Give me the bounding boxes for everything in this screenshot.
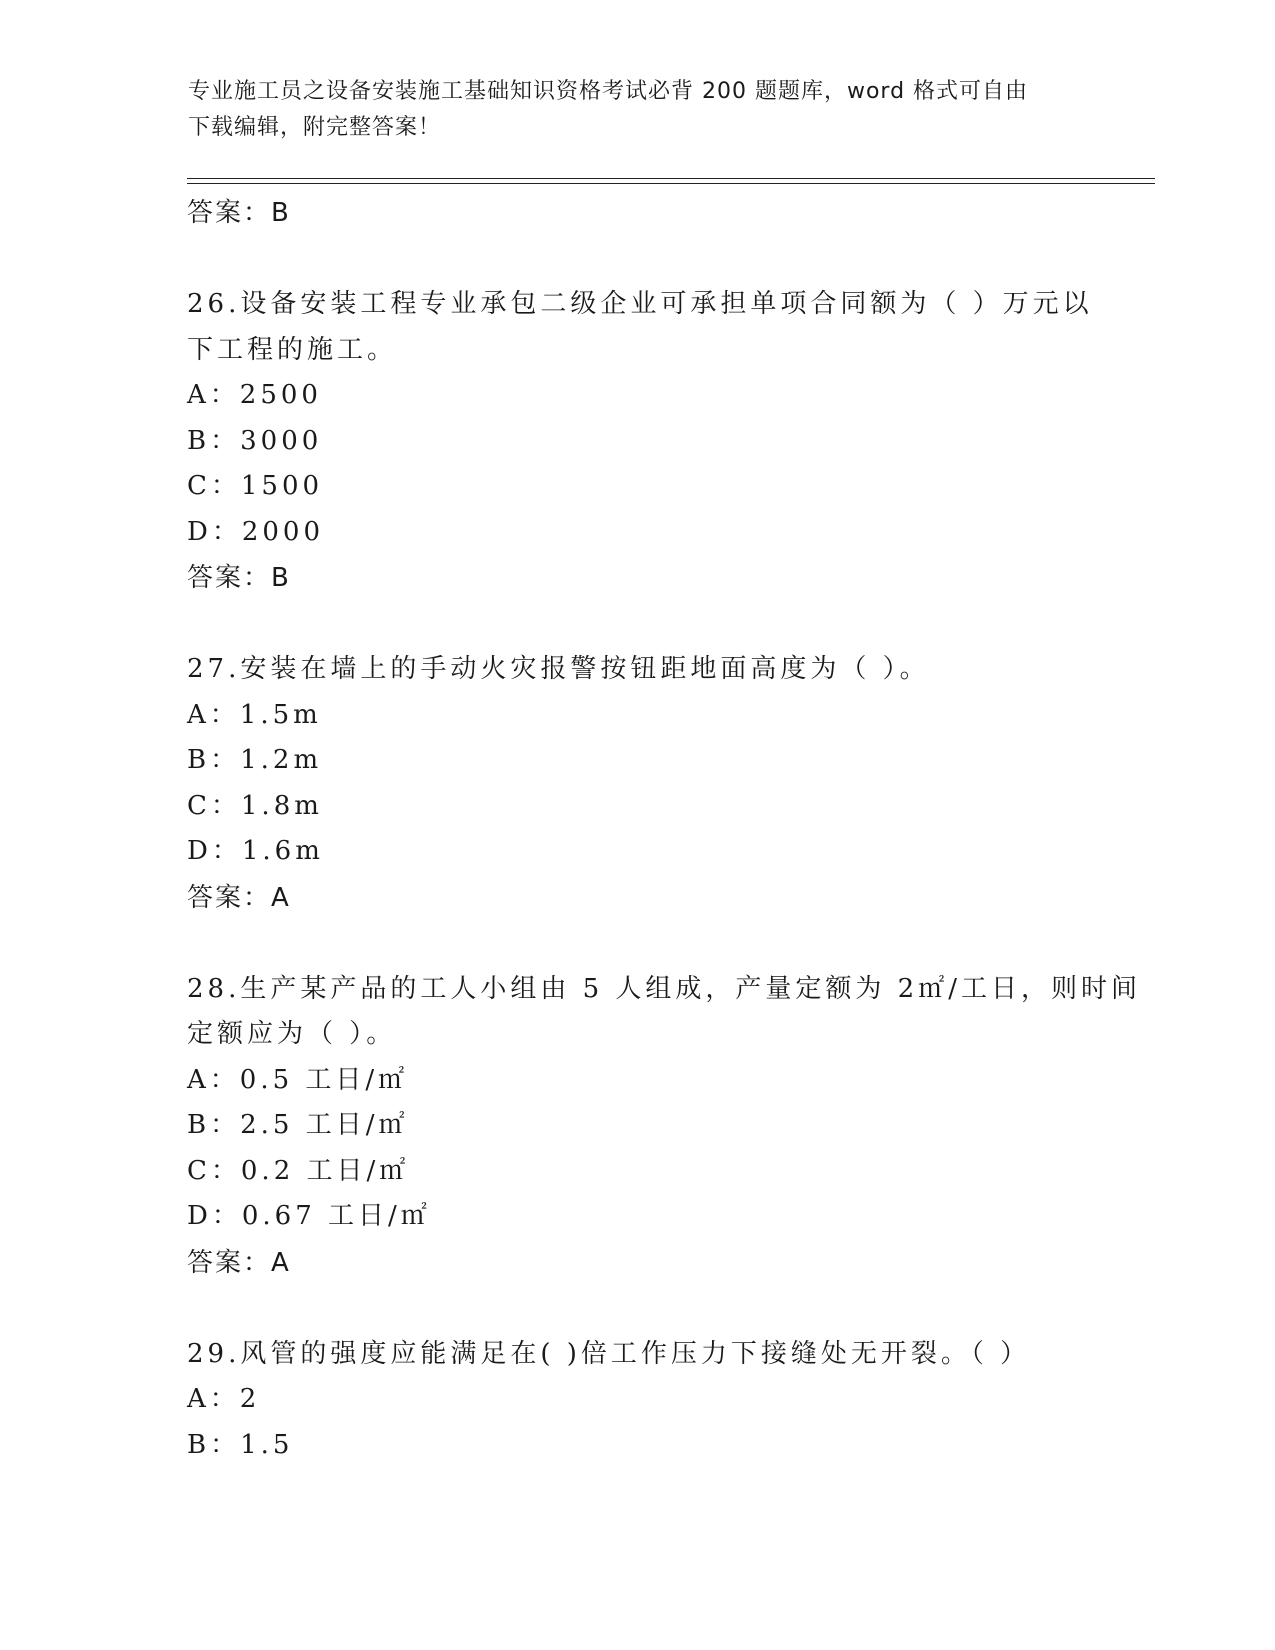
option-b: B：1.2m xyxy=(187,745,323,775)
option-a: A：1.5m xyxy=(187,699,322,730)
option-b: B：1.5 xyxy=(187,1429,294,1460)
spacer xyxy=(187,601,1087,647)
question-text: 下工程的施工。 xyxy=(187,334,398,365)
question-text: 28.生产某产品的工人小组由 5 人组成，产量定额为 2㎡/工日，则时间 xyxy=(187,973,1141,1004)
spacer xyxy=(187,921,1087,967)
option-b: B：3000 xyxy=(187,425,323,456)
question-text: 29.风管的强度应能满足在( )倍工作压力下接缝处无开裂。（ ） xyxy=(187,1338,1031,1369)
question-block xyxy=(187,1332,1087,1469)
option-c: C：1.8m xyxy=(187,790,323,821)
header-line-1: 专业施工员之设备安装施工基础知识资格考试必背 200 题题库，word 格式可自由 xyxy=(188,79,1029,104)
question-text: 27.安装在墙上的手动火灾报警按钮距地面高度为（ ）。 xyxy=(187,654,930,684)
option-c: C：1500 xyxy=(187,471,324,501)
question-text: 26.设备安装工程专业承包二级企业可承担单项合同额为（ ）万元以 xyxy=(187,289,1093,319)
header-line-2: 下载编辑，附完整答案！ xyxy=(188,115,442,140)
question-block xyxy=(187,647,1087,921)
answer-line: 答案：A xyxy=(187,882,291,913)
option-c: C：0.2 工日/㎡ xyxy=(187,1155,410,1186)
answer-line: 答案：B xyxy=(187,198,291,228)
option-a: A：0.5 工日/㎡ xyxy=(187,1064,409,1095)
answer-line: 答案：A xyxy=(187,1247,291,1278)
question-block xyxy=(187,282,1093,601)
option-d: D：0.67 工日/㎡ xyxy=(187,1201,431,1231)
question-block xyxy=(187,967,1141,1286)
spacer xyxy=(187,1286,1087,1332)
option-b: B：2.5 工日/㎡ xyxy=(187,1110,409,1140)
option-d: D：1.6m xyxy=(187,836,324,866)
document-header xyxy=(188,74,1088,146)
option-a: A：2 xyxy=(187,1384,261,1414)
spacer xyxy=(187,236,1087,282)
option-d: D：2000 xyxy=(187,516,325,547)
header-divider-top xyxy=(187,178,1155,179)
option-a: A：2500 xyxy=(187,380,322,410)
header-divider-bottom xyxy=(187,183,1155,184)
answer-line: 答案：B xyxy=(187,563,291,593)
question-list xyxy=(187,186,1141,1468)
question-text: 定额应为（ ）。 xyxy=(187,1019,397,1049)
